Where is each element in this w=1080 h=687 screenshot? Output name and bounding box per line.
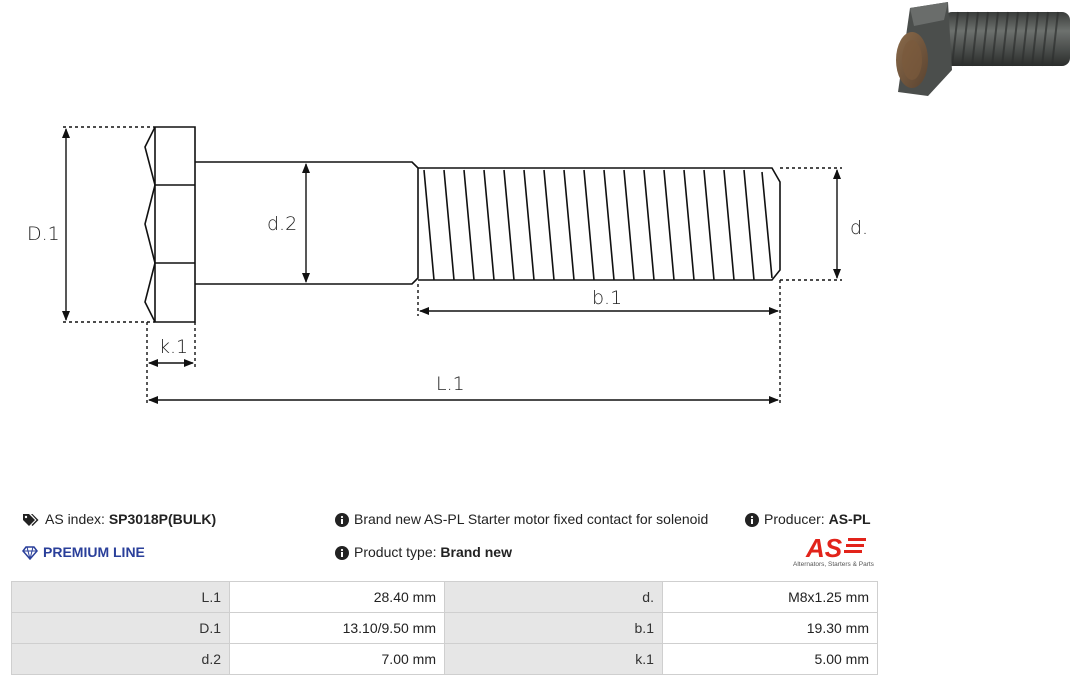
spec-label: b.1 <box>444 613 662 644</box>
as-index-value: SP3018P(BULK) <box>108 511 217 527</box>
description-text: Brand new AS-PL Starter motor fixed contact for solenoid <box>354 511 709 527</box>
as-index-label: AS index: <box>45 511 105 527</box>
producer <box>745 511 871 527</box>
table-row <box>12 613 878 644</box>
product-type <box>335 544 512 560</box>
product-type-label: Product type: <box>354 544 437 560</box>
label-d2: d.2 <box>267 213 298 235</box>
as-index <box>22 511 216 527</box>
producer-value: AS-PL <box>828 511 871 527</box>
spec-label: L.1 <box>12 582 230 613</box>
table-row <box>12 582 878 613</box>
bolt-technical-drawing <box>0 110 900 420</box>
label-D1: D.1 <box>27 223 60 245</box>
spec-label: D.1 <box>12 613 230 644</box>
diamond-icon <box>22 546 38 560</box>
svg-text:AS: AS <box>806 533 843 563</box>
spec-value: M8x1.25 mm <box>662 582 877 613</box>
product-description <box>335 511 708 527</box>
producer-label: Producer: <box>764 511 825 527</box>
table-row <box>12 644 878 675</box>
specs-table <box>11 581 878 675</box>
spec-label: d.2 <box>12 644 230 675</box>
bolt-head <box>145 127 195 322</box>
info-circle-icon <box>335 546 349 560</box>
premium-line-badge <box>22 544 145 560</box>
spec-label: k.1 <box>444 644 662 675</box>
spec-value: 13.10/9.50 mm <box>230 613 445 644</box>
spec-value: 7.00 mm <box>230 644 445 675</box>
spec-label: d. <box>444 582 662 613</box>
spec-value: 19.30 mm <box>662 613 877 644</box>
info-circle-icon <box>745 513 759 527</box>
product-photo <box>888 0 1080 100</box>
label-L1: L.1 <box>436 373 465 395</box>
premium-line-label: PREMIUM LINE <box>43 544 145 560</box>
spec-value: 28.40 mm <box>230 582 445 613</box>
logo-subtitle: Alternators, Starters & Parts <box>793 561 874 568</box>
info-circle-icon <box>335 513 349 527</box>
label-b1: b.1 <box>592 287 623 309</box>
label-d: d. <box>850 217 869 239</box>
product-type-value: Brand new <box>440 544 512 560</box>
spec-value: 5.00 mm <box>662 644 877 675</box>
bolt-thread <box>418 168 780 280</box>
label-k1: k.1 <box>159 336 189 358</box>
tags-icon <box>22 513 40 527</box>
